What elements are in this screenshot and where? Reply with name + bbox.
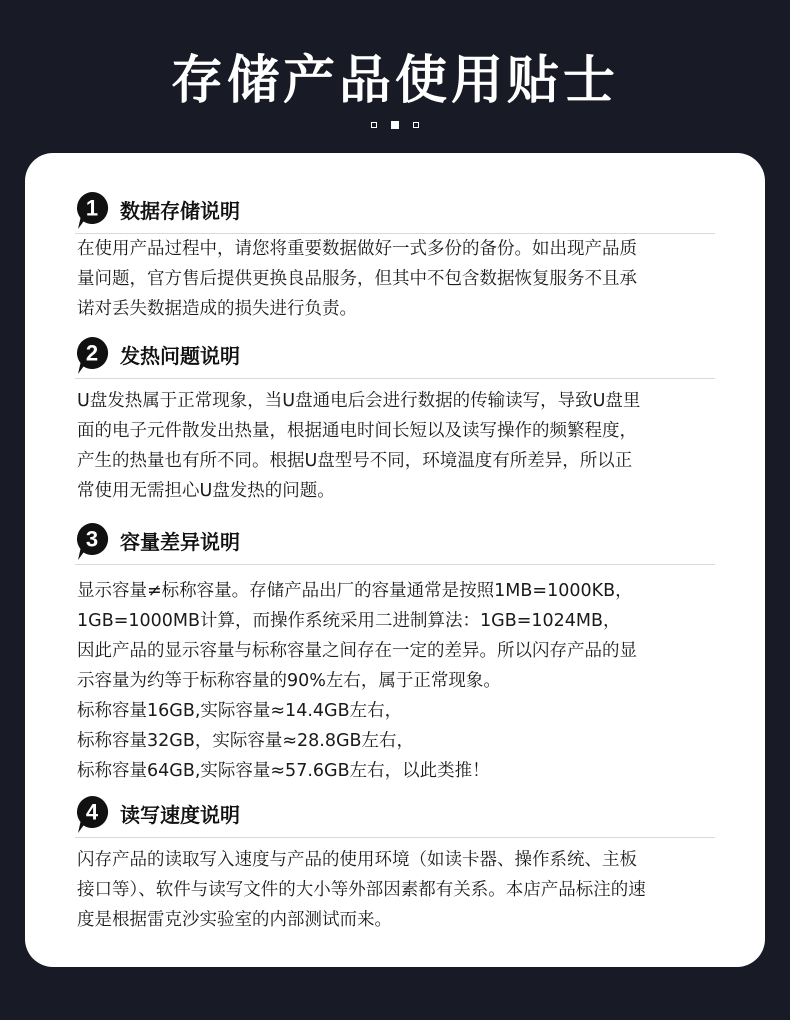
body-line: 度是根据雷克沙实验室的内部测试而来。 — [77, 910, 392, 930]
body-line: 示容量为约等于标称容量的90%左右，属于正常现象。 — [77, 671, 501, 691]
page-title: 存储产品使用贴士 — [170, 51, 619, 111]
badge-number: 3 — [85, 526, 99, 552]
body-line: 1GB=1000MB计算，而操作系统采用二进制算法：1GB=1024MB， — [77, 611, 621, 631]
section-body — [77, 576, 717, 786]
number-badge-icon — [75, 336, 109, 376]
body-line: 标称容量32GB，实际容量≈28.8GB左右， — [77, 731, 415, 751]
section-capacity — [75, 522, 715, 781]
dot-indicator — [371, 122, 377, 128]
section-divider — [75, 837, 715, 838]
pagination-dots — [0, 120, 790, 130]
section-body — [77, 845, 717, 935]
badge-number: 2 — [85, 340, 99, 366]
body-line: 产生的热量也有所不同。根据U盘型号不同，环境温度有所差异，所以正 — [77, 451, 633, 471]
body-line: 接口等）、软件与读写文件的大小等外部因素都有关系。本店产品标注的速 — [77, 880, 646, 900]
number-badge-icon — [75, 795, 109, 835]
body-line: 因此产品的显示容量与标称容量之间存在一定的差异。所以闪存产品的显 — [77, 641, 637, 661]
section-heading — [75, 795, 715, 835]
number-badge-icon — [75, 522, 109, 562]
body-line: 显示容量≠标称容量。存储产品出厂的容量通常是按照1MB=1000KB， — [77, 581, 633, 601]
dot-indicator-active — [391, 121, 399, 129]
section-heading — [75, 336, 715, 376]
section-speed — [75, 795, 715, 930]
section-heading — [75, 191, 715, 231]
section-title: 发热问题说明 — [120, 344, 240, 368]
badge-number: 1 — [85, 195, 99, 221]
body-line: 面的电子元件散发出热量，根据通电时间长短以及读写操作的频繁程度， — [77, 421, 637, 441]
number-badge-icon — [75, 191, 109, 231]
body-line: 闪存产品的读取写入速度与产品的使用环境（如读卡器、操作系统、主板 — [77, 850, 637, 870]
body-line: 量问题，官方售后提供更换良品服务，但其中不包含数据恢复服务不且承 — [77, 269, 637, 289]
section-title: 数据存储说明 — [120, 199, 240, 223]
section-divider — [75, 378, 715, 379]
section-divider — [75, 564, 715, 565]
body-line: 标称容量64GB,实际容量≈57.6GB左右，以此类推！ — [77, 761, 490, 781]
tips-card — [25, 153, 765, 967]
section-title: 读写速度说明 — [120, 803, 240, 827]
badge-number: 4 — [85, 799, 99, 825]
section-heat — [75, 336, 715, 501]
body-line: 标称容量16GB,实际容量≈14.4GB左右， — [77, 701, 403, 721]
body-line: U盘发热属于正常现象，当U盘通电后会进行数据的传输读写，导致U盘里 — [77, 391, 641, 411]
section-data-storage — [75, 191, 715, 319]
section-heading — [75, 522, 715, 562]
dot-indicator — [413, 122, 419, 128]
body-line: 在使用产品过程中，请您将重要数据做好一式多份的备份。如出现产品质 — [77, 239, 637, 259]
section-body — [77, 234, 717, 324]
section-title: 容量差异说明 — [120, 530, 240, 554]
body-line: 诺对丢失数据造成的损失进行负责。 — [77, 299, 357, 319]
section-body — [77, 386, 717, 506]
body-line: 常使用无需担心U盘发热的问题。 — [77, 481, 335, 501]
